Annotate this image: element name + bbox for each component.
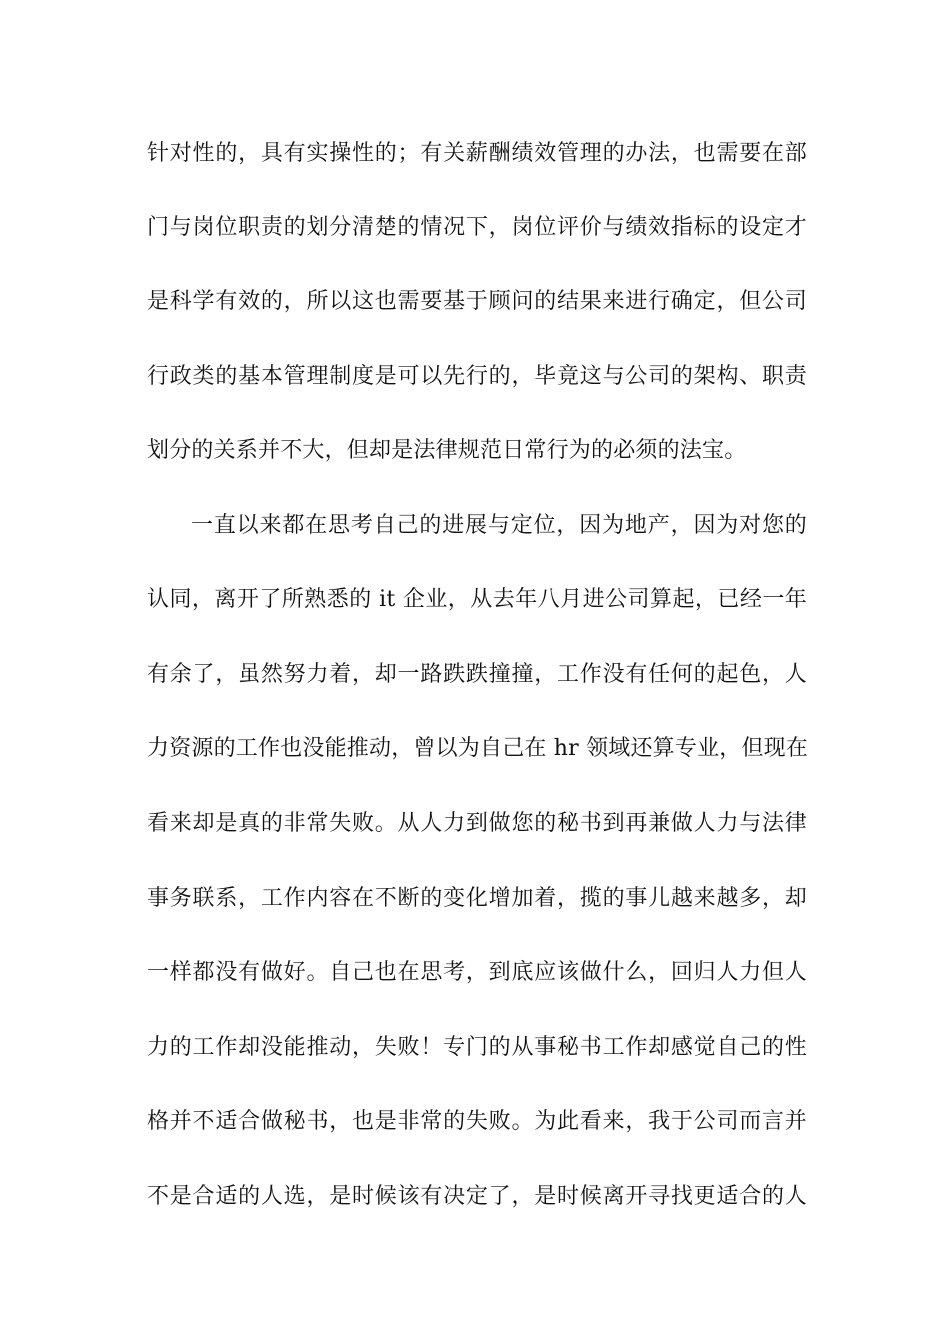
paragraph-2-line-8: 力的工作却没能推动，失败！专门的从事秘书工作却感觉自己的性 [147,1035,807,1060]
paragraph-2-line-9: 格并不适合做秘书，也是非常的失败。为此看来，我于公司而言并 [147,1109,807,1134]
paragraph-2-line-4: 力资源的工作也没能推动，曾以为自己在 hr 领域还算专业，但现在 [147,736,809,761]
paragraph-1-line-2: 门与岗位职责的划分清楚的情况下，岗位评价与绩效指标的设定才 [147,215,807,240]
paragraph-1-line-4: 行政类的基本管理制度是可以先行的，毕竟这与公司的架构、职责 [147,364,807,389]
paragraph-2-line-3: 有余了，虽然努力着，却一路跌跌撞撞，工作没有任何的起色，人 [147,662,807,687]
paragraph-2-line-6: 事务联系，工作内容在不断的变化增加着，揽的事儿越来越多，却 [147,886,807,911]
paragraph-2-line-7: 一样都没有做好。自己也在思考，到底应该做什么，回归人力但人 [147,960,807,985]
paragraph-2-line-10: 不是合适的人选，是时候该有决定了，是时候离开寻找更适合的人 [147,1184,807,1209]
paragraph-1-line-3: 是科学有效的，所以这也需要基于顾问的结果来进行确定，但公司 [147,289,807,314]
paragraph-1-line-1: 针对性的，具有实操性的；有关薪酬绩效管理的办法，也需要在部 [147,141,807,166]
paragraph-2-line-5: 看来却是真的非常失败。从人力到做您的秘书到再兼做人力与法律 [147,811,807,836]
paragraph-1-line-5: 划分的关系并不大，但却是法律规范日常行为的必须的法宝。 [147,438,747,463]
paragraph-2-line-1: 一直以来都在思考自己的进展与定位，因为地产，因为对您的 [191,513,807,538]
paragraph-2-line-2: 认同，离开了所熟悉的 it 企业，从去年八月进公司算起，已经一年 [147,587,807,612]
